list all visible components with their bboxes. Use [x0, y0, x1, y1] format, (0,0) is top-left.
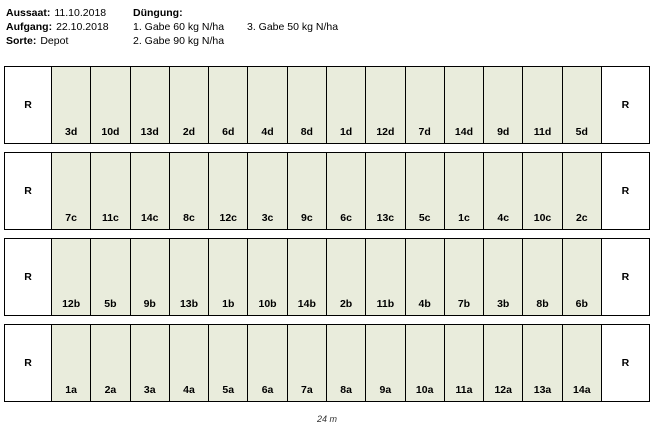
plot-label: 7c — [65, 212, 77, 224]
plot-cell — [248, 325, 287, 401]
plot-cell — [366, 325, 405, 401]
plan-header — [0, 6, 654, 60]
plot-cell — [445, 67, 484, 143]
plot-cell — [523, 67, 562, 143]
plot-cell — [209, 67, 248, 143]
fertilization-info — [133, 6, 533, 48]
border-plot-right-b — [602, 239, 649, 315]
metadata-value-sorte: Depot — [40, 35, 69, 47]
plot-label: 7d — [418, 126, 431, 138]
plot-label: 8d — [300, 126, 313, 138]
plot-label: 3c — [261, 212, 274, 224]
plot-cell — [406, 239, 445, 315]
plot-cell — [248, 153, 287, 229]
sowing-metadata — [6, 6, 126, 48]
plot-label: 1b — [222, 298, 235, 310]
plot-cell — [327, 153, 366, 229]
plot-label: 14d — [454, 126, 473, 138]
plot-cell — [366, 153, 405, 229]
plot-cell — [52, 67, 91, 143]
plot-cell — [91, 239, 130, 315]
plot-cell — [484, 325, 523, 401]
plot-cell — [91, 153, 130, 229]
plot-cell — [327, 239, 366, 315]
plot-cell — [52, 153, 91, 229]
plot-label: 4b — [418, 298, 431, 310]
plot-cell — [563, 325, 602, 401]
plot-cell — [52, 325, 91, 401]
plot-cell — [406, 153, 445, 229]
plot-cell — [523, 153, 562, 229]
border-plot-label: R — [621, 185, 630, 197]
plot-label: 2a — [104, 384, 117, 396]
plot-cell — [288, 325, 327, 401]
metadata-row-sorte — [6, 34, 126, 48]
plot-label: 1a — [65, 384, 77, 396]
plot-label: 5b — [104, 298, 117, 310]
plot-cell — [91, 67, 130, 143]
field-block-a — [4, 324, 650, 402]
field-block-d — [4, 66, 650, 144]
plot-cell — [209, 239, 248, 315]
plot-label: 3b — [497, 298, 510, 310]
plot-label: 9b — [143, 298, 156, 310]
plot-label: 14c — [140, 212, 159, 224]
plot-label: 12b — [62, 298, 81, 310]
plot-label: 13c — [376, 212, 395, 224]
plot-label: 14a — [573, 384, 591, 396]
plot-label: 5a — [222, 384, 235, 396]
plot-label: 6a — [261, 384, 274, 396]
plot-cell — [523, 239, 562, 315]
border-plot-label: R — [621, 271, 630, 283]
plot-label: 12d — [376, 126, 395, 138]
plot-label: 8a — [340, 384, 352, 396]
plot-cell — [445, 325, 484, 401]
plot-label: 1d — [339, 126, 353, 138]
plot-label: 8c — [183, 212, 195, 224]
plot-label: 2d — [182, 126, 196, 138]
plot-cell — [366, 239, 405, 315]
plot-label: 9d — [497, 126, 510, 138]
border-plot-label: R — [621, 357, 630, 369]
plot-label: 4c — [497, 212, 510, 224]
plot-cell — [366, 67, 405, 143]
plot-label: 7a — [300, 384, 313, 396]
plot-cell — [288, 239, 327, 315]
plot-cell — [484, 67, 523, 143]
plot-label: 6c — [340, 212, 352, 224]
plot-cell — [406, 325, 445, 401]
plot-cell — [445, 153, 484, 229]
plot-cell — [248, 67, 287, 143]
plot-label: 2c — [575, 212, 588, 224]
plot-label: 9c — [300, 212, 313, 224]
border-plot-left-a — [5, 325, 52, 401]
border-plot-left-d — [5, 67, 52, 143]
plot-cell — [288, 153, 327, 229]
plot-cell — [131, 67, 170, 143]
border-plot-label: R — [24, 271, 32, 283]
fertilization-dose-1: 1. Gabe 60 kg N/ha — [133, 21, 225, 33]
plot-label: 7b — [457, 298, 471, 310]
plot-label: 2b — [339, 298, 353, 310]
plot-label: 4a — [183, 384, 195, 396]
field-plan — [4, 66, 650, 424]
plot-cell — [484, 153, 523, 229]
plot-cell — [563, 153, 602, 229]
plot-label: 12a — [494, 384, 512, 396]
border-plot-right-d — [602, 67, 649, 143]
plot-cell — [209, 325, 248, 401]
plot-cell — [327, 325, 366, 401]
fertilization-dose-2: 2. Gabe 90 kg N/ha — [133, 35, 225, 47]
plot-cell — [52, 239, 91, 315]
plot-label: 5d — [575, 126, 588, 138]
metadata-label-sorte: Sorte: — [6, 35, 37, 47]
plot-cell — [406, 67, 445, 143]
fertilization-rows — [133, 20, 533, 48]
plot-label: 3d — [65, 126, 78, 138]
plot-cell — [91, 325, 130, 401]
plot-cell — [327, 67, 366, 143]
plot-label: 11a — [455, 384, 473, 396]
metadata-label-aussaat: Aussaat: — [6, 7, 51, 19]
plot-cell — [170, 153, 209, 229]
plot-label: 5c — [418, 212, 431, 224]
plot-label: 6b — [575, 298, 588, 310]
metadata-row-aufgang — [6, 20, 126, 34]
plot-cell — [288, 67, 327, 143]
plot-cell — [131, 153, 170, 229]
plot-label: 11c — [101, 212, 119, 224]
plot-label: 10c — [533, 212, 552, 224]
scale-label: 24 m — [316, 414, 337, 424]
plot-cell — [563, 239, 602, 315]
metadata-value-aufgang: 22.10.2018 — [56, 21, 109, 33]
field-block-b — [4, 238, 650, 316]
metadata-value-aussaat: 11.10.2018 — [54, 7, 107, 19]
plot-label: 13a — [533, 384, 552, 396]
border-plot-label: R — [621, 99, 630, 111]
plot-cell — [131, 239, 170, 315]
plot-cell — [170, 67, 209, 143]
plot-label: 10b — [258, 298, 277, 310]
border-plot-left-b — [5, 239, 52, 315]
border-plot-label: R — [24, 99, 32, 111]
plot-label: 12c — [219, 212, 238, 224]
plot-label: 9a — [379, 384, 392, 396]
metadata-label-aufgang: Aufgang: — [6, 21, 53, 33]
plot-cell — [248, 239, 287, 315]
plot-cell — [523, 325, 562, 401]
border-plot-left-c — [5, 153, 52, 229]
border-plot-right-a — [602, 325, 649, 401]
plot-label: 11b — [376, 298, 395, 310]
border-plot-right-c — [602, 153, 649, 229]
fertilization-row-2 — [133, 34, 533, 48]
plot-label: 8b — [536, 298, 549, 310]
metadata-row-aussaat — [6, 6, 126, 20]
plot-cell — [445, 239, 484, 315]
plot-label: 3a — [143, 384, 156, 396]
fertilization-row-1 — [133, 20, 533, 34]
plot-label: 11d — [533, 126, 552, 138]
plot-cell — [170, 325, 209, 401]
plot-label: 13b — [179, 298, 199, 310]
plot-cell — [209, 153, 248, 229]
plot-cell — [563, 67, 602, 143]
plot-label: 14b — [297, 298, 316, 310]
fertilization-dose-3: 3. Gabe 50 kg N/ha — [247, 21, 339, 33]
border-plot-label: R — [24, 185, 32, 197]
border-plot-label: R — [24, 357, 32, 369]
plot-cell — [484, 239, 523, 315]
plot-label: 10d — [101, 126, 120, 138]
fertilization-title: Düngung: — [133, 7, 183, 19]
field-block-c — [4, 152, 650, 230]
plot-cell — [170, 239, 209, 315]
plot-label: 1c — [458, 212, 470, 224]
plot-cell — [131, 325, 170, 401]
plot-label: 10a — [415, 384, 434, 396]
plot-label: 4d — [261, 126, 274, 138]
plot-label: 6d — [222, 126, 235, 138]
plot-label: 13d — [140, 126, 159, 138]
